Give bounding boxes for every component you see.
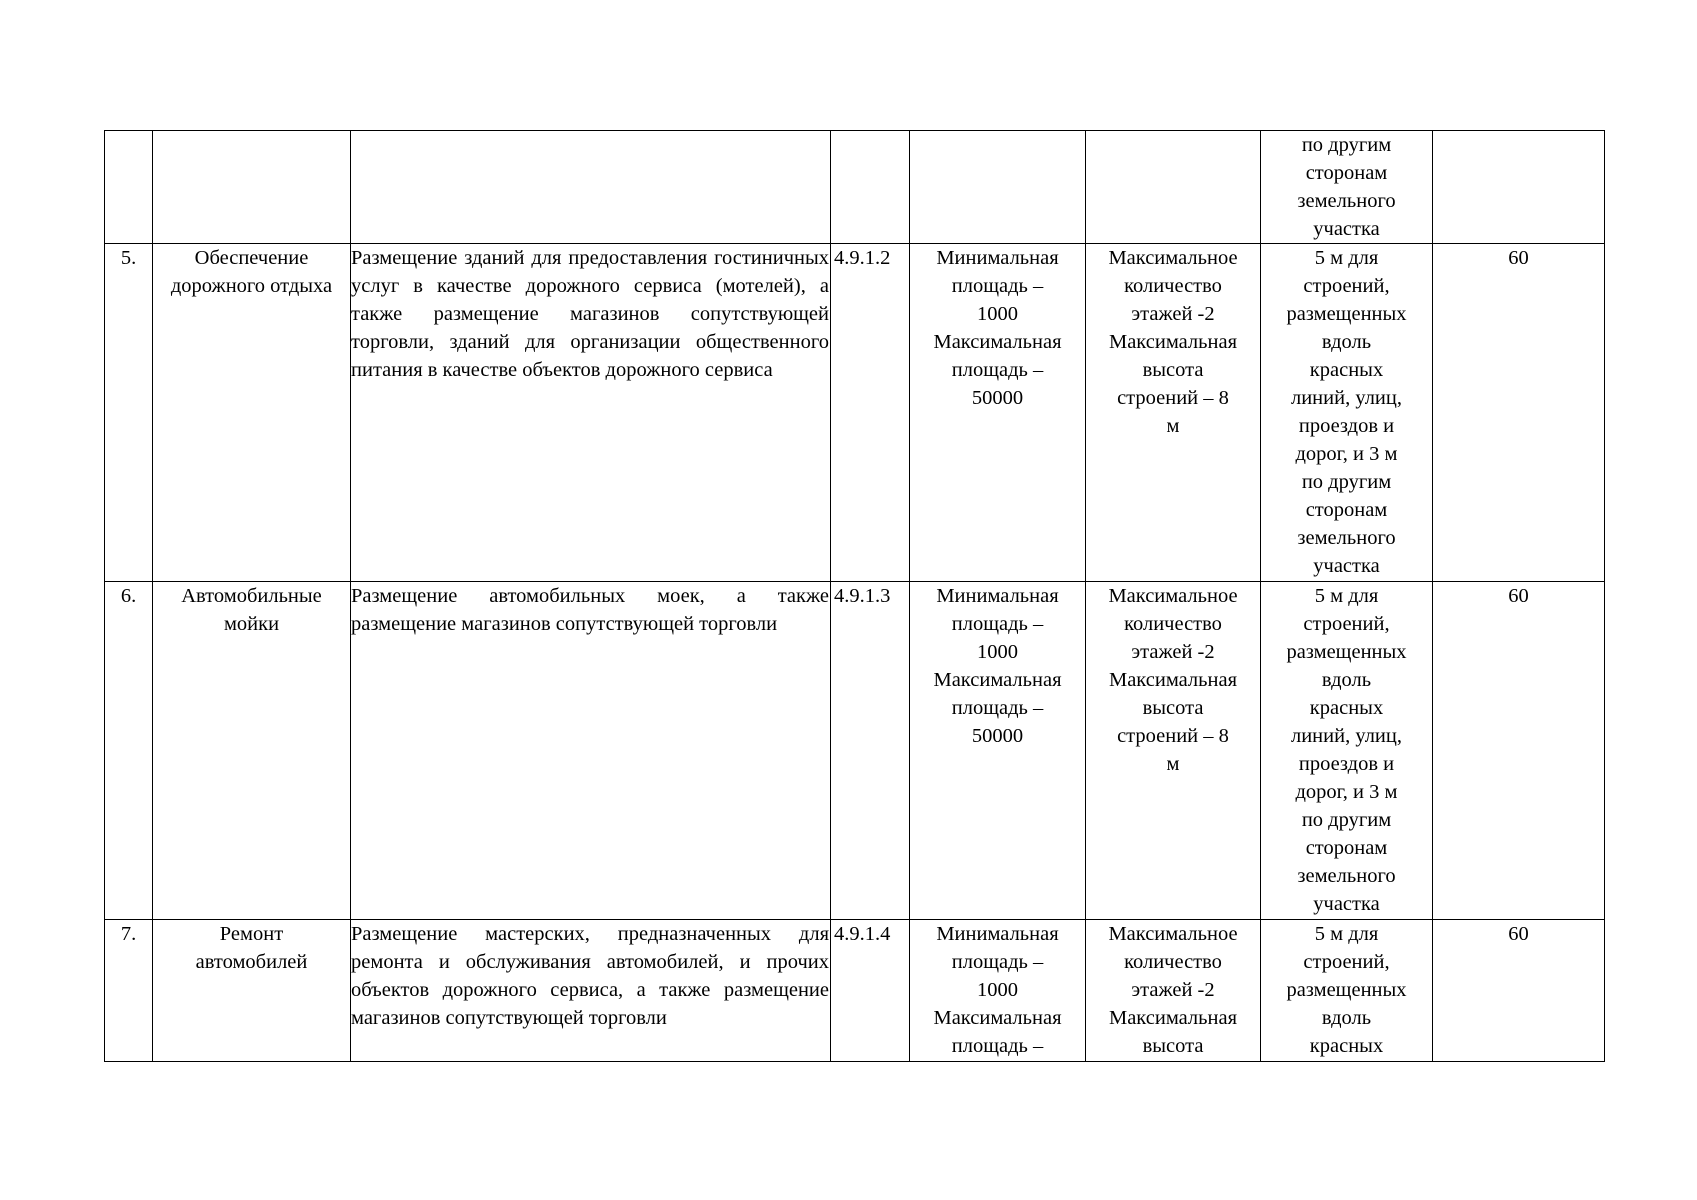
row-number: 7.	[105, 920, 153, 1062]
building-height-limits: Максимальное количество этажей -2 Максимальная высота	[1086, 920, 1261, 1062]
table-row	[105, 244, 1605, 582]
coverage-percent: 60	[1433, 920, 1605, 1062]
use-description: Размещение зданий для предоставления гостиничных услуг в качестве дорожного сервиса (мотелей), а также размещение магазинов сопутствующей торговли, зданий для организации общественного питания в качестве объектов дорожного сервиса	[351, 244, 831, 582]
cell-pct	[1433, 131, 1605, 244]
cell-indent	[1261, 131, 1433, 244]
building-height-limits: Максимальное количество этажей -2 Максимальная высота строений – 8 м	[1086, 582, 1261, 920]
plot-area-limits: Минимальная площадь – 1000 Максимальная площадь – 50000	[910, 582, 1086, 920]
plot-area-limits: Минимальная площадь – 1000 Максимальная площадь – 50000	[910, 244, 1086, 582]
indent-line: земельного	[1297, 190, 1396, 212]
row-number: 5.	[105, 244, 153, 582]
use-description: Размещение автомобильных моек, а также размещение магазинов сопутствующей торговли	[351, 582, 831, 920]
use-name: Ремонт автомобилей	[153, 920, 351, 1062]
table-row-continuation	[105, 131, 1605, 244]
use-code: 4.9.1.2	[831, 244, 910, 582]
coverage-percent: 60	[1433, 244, 1605, 582]
use-name: Обеспечение дорожного отдыха	[153, 244, 351, 582]
indent-line: сторонам	[1305, 162, 1388, 184]
cell-area	[910, 131, 1086, 244]
indent-line: участка	[1313, 218, 1380, 240]
building-height-limits: Максимальное количество этажей -2 Максимальная высота строений – 8 м	[1086, 244, 1261, 582]
setback-limits: 5 м для строений, размещенных вдоль красных линий, улиц, проездов и дорог, и 3 м по другим сторонам земельного участка	[1261, 582, 1433, 920]
cell-name	[153, 131, 351, 244]
use-name: Автомобильные мойки	[153, 582, 351, 920]
cell-desc	[351, 131, 831, 244]
cell-height	[1086, 131, 1261, 244]
use-code: 4.9.1.3	[831, 582, 910, 920]
zoning-table	[104, 130, 1605, 1062]
cell-num	[105, 131, 153, 244]
use-code: 4.9.1.4	[831, 920, 910, 1062]
coverage-percent: 60	[1433, 582, 1605, 920]
plot-area-limits: Минимальная площадь – 1000 Максимальная площадь –	[910, 920, 1086, 1062]
setback-limits: 5 м для строений, размещенных вдоль красных	[1261, 920, 1433, 1062]
row-number: 6.	[105, 582, 153, 920]
setback-limits: 5 м для строений, размещенных вдоль красных линий, улиц, проездов и дорог, и 3 м по другим сторонам земельного участка	[1261, 244, 1433, 582]
table-row	[105, 582, 1605, 920]
use-description: Размещение мастерских, предназначенных для ремонта и обслуживания автомобилей, и прочих объектов дорожного сервиса, а также размещение магазинов сопутствующей торговли	[351, 920, 831, 1062]
cell-code	[831, 131, 910, 244]
table-row	[105, 920, 1605, 1062]
indent-line: по другим	[1301, 134, 1392, 156]
